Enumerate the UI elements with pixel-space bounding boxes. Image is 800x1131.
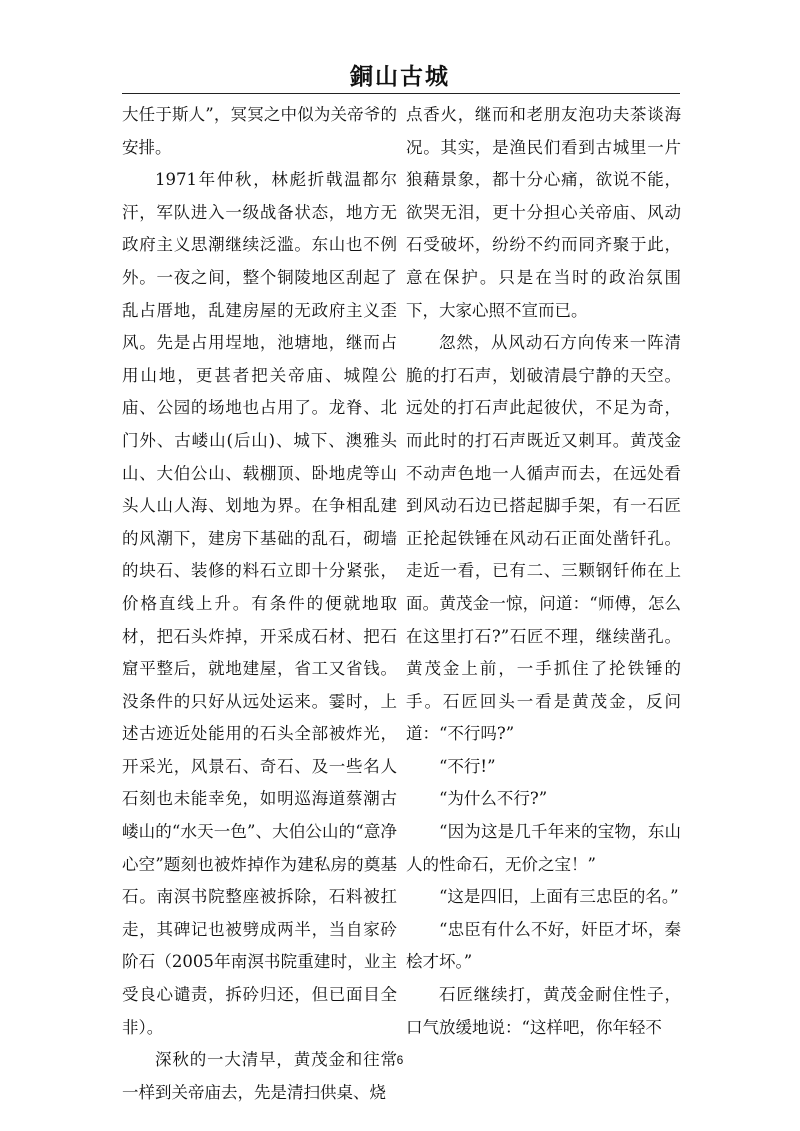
paragraph: “这是四旧，上面有三忠臣的名。” [439, 887, 679, 907]
paragraph: “不行!” [439, 756, 496, 776]
paragraph: 1971年仲秋，林彪折戟温都尔汗，军队进入一级战备状态，地方无政府主义思潮继续泛滥。东山也不例外。一夜之间，整个铜陵地区刮起了乱占厝地，乱建房屋的无政府主义歪风。先是占用埕地，池塘地，继而占用山地，更甚者把关帝庙、城隍公庙、公园的场地也占用了。龙脊、北门外、古嵝山(后山)、城下、澳雅头山、大伯公山、载棚顶、卧地虎等山头人山人海、划地为界。在争相乱建的风潮下，建房下基础的乱石，砌墙的块石、装修的料石立即十分紧张，价格直线上升。有条件的便就地取材，把石头炸掉，开采成石材、把石窟平整后，就地建屋，省工又省钱。没条件的只好从远处运来。霎时，上述古迹近处能用的石头全部被炸光，开采光，风景石、奇石、及一些名人石刻也未能幸免，如明巡海道蔡潮古嵝山的“水天一色”、大伯公山的“意净心空”题刻也被炸掉作为建私房的奠基石。南溟书院整座被拆除，石料被扛走，其碑记也被劈成两半，当自家砛阶石（2005年南溟书院重建时，业主受良心谴责，拆砛归还，但已面目全非）。 [122, 170, 397, 1037]
paragraph: 深秋的一大清早，黄茂金和往常一样到关帝庙去，先是清扫供桌、烧 [122, 1050, 397, 1102]
left-column [122, 99, 397, 1109]
page-number: 6 [396, 1053, 404, 1067]
paragraph: “为什么不行?” [439, 789, 548, 809]
paragraph: 石匠继续打，黄茂金耐住性子，口气放缓地说：“这样吧，你年轻不 [406, 985, 681, 1037]
paragraph: 点香火，继而和老朋友泡功夫茶谈海况。其实，是渔民们看到古城里一片狼藉景象，都十分心痛，欲说不能，欲哭无泪，更十分担心关帝庙、风动石受破坏，纷纷不约而同齐聚于此，意在保护。只是在当时的政治氛围下，大家心照不宣而已。 [406, 105, 681, 320]
paragraph: “忠臣有什么不好，奸臣才坏，秦桧才坏。” [406, 919, 681, 972]
right-column [406, 99, 681, 1044]
paragraph: 忽然，从风动石方向传来一阵清脆的打石声，划破清晨宁静的天空。远处的打石声此起彼伏，不足为奇，而此时的打石声既近又刺耳。黄茂金不动声色地一人循声而去，在远处看到风动石边已搭起脚手架，有一石匠正抡起铁锤在风动石正面处凿钎孔。走近一看，已有二、三颗钢钎佈在上面。黄茂金一惊，问道：“师傅，怎么在这里打石?”石匠不理，继续凿孔。黄茂金上前，一手抓住了抡铁锤的手。石匠回头一看是黄茂金，反问道：“不行吗?” [406, 333, 681, 744]
page-title: 銅山古城 [350, 63, 450, 90]
paragraph: 大任于斯人”，冥冥之中似为关帝爷的安排。 [122, 105, 397, 157]
paragraph: “因为这是几千年来的宝物，东山人的性命石，无价之宝！” [406, 822, 681, 874]
header-rule [122, 93, 680, 94]
